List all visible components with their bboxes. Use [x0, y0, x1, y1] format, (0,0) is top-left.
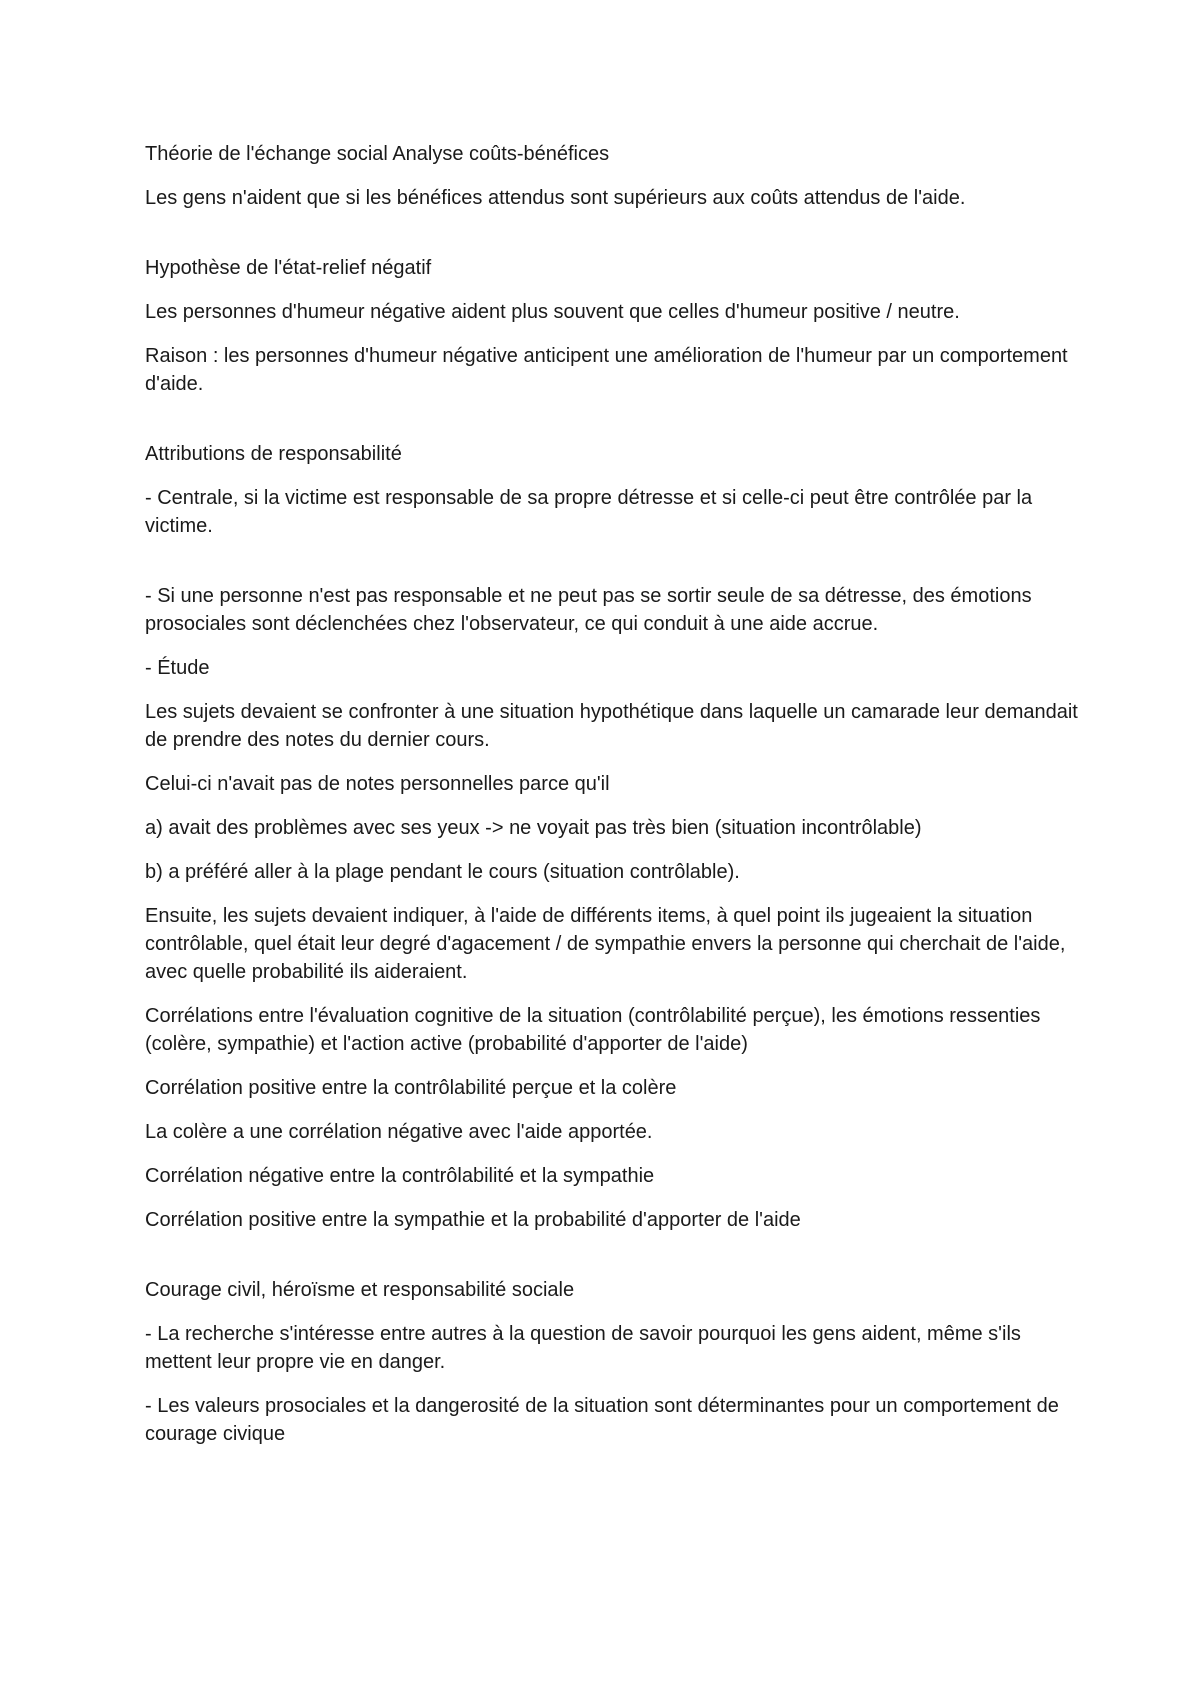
paragraph: Les personnes d'humeur négative aident plus souvent que celles d'humeur positive / neutre. [145, 301, 960, 323]
paragraph: Celui-ci n'avait pas de notes personnelles parce qu'il [145, 773, 610, 795]
paragraph: - Les valeurs prosociales et la dangerosité de la situation sont déterminantes pour un comportement de courage civique [145, 1395, 1059, 1445]
paragraph: - Centrale, si la victime est responsable de sa propre détresse et si celle-ci peut être contrôlée par la victime. [145, 487, 1033, 537]
paragraph: Les sujets devaient se confronter à une situation hypothétique dans laquelle un camarade leur demandait de prendre des notes du dernier cours. [145, 701, 1078, 751]
paragraph: Corrélations entre l'évaluation cognitive de la situation (contrôlabilité perçue), les émotions ressenties (colère, sympathie) et l'action active (probabilité d'apporter de l'aide) [145, 1005, 1041, 1055]
paragraph: Les gens n'aident que si les bénéfices attendus sont supérieurs aux coûts attendus de l'aide. [145, 187, 966, 209]
paragraph: La colère a une corrélation négative avec l'aide apportée. [145, 1121, 653, 1143]
paragraph: b) a préféré aller à la plage pendant le cours (situation contrôlable). [145, 861, 740, 883]
paragraph: - Si une personne n'est pas responsable et ne peut pas se sortir seule de sa détresse, des émotions prosociales sont déclenchées chez l'observateur, ce qui conduit à une aide accrue. [145, 585, 1032, 635]
section-heading-civil-courage: Courage civil, héroïsme et responsabilité sociale [145, 1279, 575, 1301]
paragraph: Corrélation négative entre la contrôlabilité et la sympathie [145, 1165, 655, 1187]
paragraph: - Étude [145, 657, 210, 679]
paragraph: Corrélation positive entre la contrôlabilité perçue et la colère [145, 1077, 677, 1099]
section-heading-attributions: Attributions de responsabilité [145, 443, 402, 465]
paragraph: a) avait des problèmes avec ses yeux -> ne voyait pas très bien (situation incontrôlable) [145, 817, 922, 839]
paragraph: Ensuite, les sujets devaient indiquer, à l'aide de différents items, à quel point ils jugeaient la situation contrôlable, quel était leur degré d'agacement / de sympathie envers la personne qui cherchait de l'aide, avec quelle probabilité ils aideraient. [145, 905, 1066, 983]
section-heading-social-exchange: Théorie de l'échange social Analyse coûts-bénéfices [145, 143, 610, 165]
paragraph: Corrélation positive entre la sympathie et la probabilité d'apporter de l'aide [145, 1209, 801, 1231]
paragraph: - La recherche s'intéresse entre autres à la question de savoir pourquoi les gens aident, même s'ils mettent leur propre vie en danger. [145, 1323, 1021, 1373]
section-heading-negative-state-relief: Hypothèse de l'état-relief négatif [145, 257, 432, 279]
document-body [145, 140, 1080, 1464]
paragraph: Raison : les personnes d'humeur négative anticipent une amélioration de l'humeur par un comportement d'aide. [145, 345, 1068, 395]
